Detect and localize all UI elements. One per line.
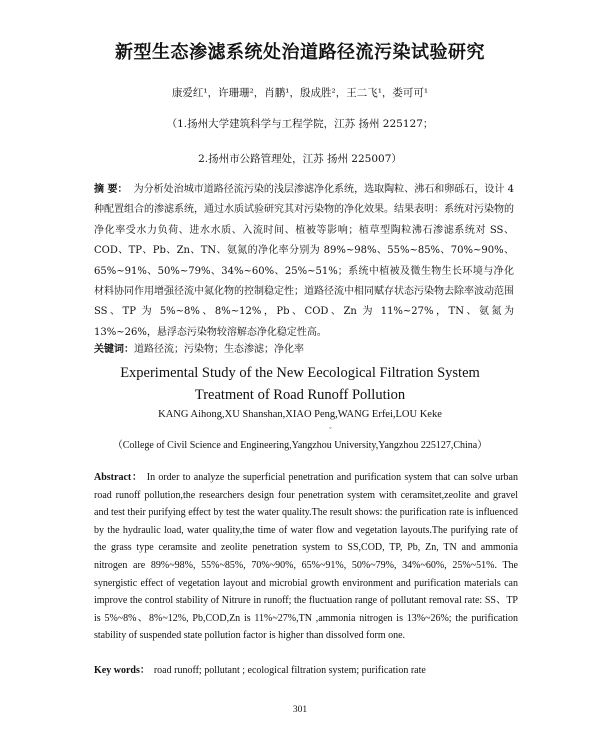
english-keywords-label: Key words： (94, 665, 150, 676)
chinese-abstract (94, 180, 514, 343)
english-abstract-text: In order to analyze the superficial penetration and purification system that can solve urban road runoff pollution,the researchers design four penetration system with ceramsitet,zeolite and gravel and test their purifying effect by test the water quality.The result shows: the purification rate is influenced by the hydraulic load, water quality,the time of water flow and vegetation layouts.The purifying rate of the grass type ceramsite and zeolite penetration system to SS,COD, TP, Pb, Zn, TN and ammonia nitrogen are 89%~98%, 55%~85%, 70%~90%, 65%~91%, 50%~79%, 34%~60%, 25%~51%. The synergistic effect of vegetation layout and microbial growth environment and purification materials can improve the control stability of Nitrure in runoff; the fluctuation range of pollutant removal rate: SS、TP is 5%~8%、8%~12%, Pb,COD,Zn is 11%~27%,TN ,ammonia nitrogen is 13%~26%; the purification stability of suspended state pollution factor is higher than dissolved form one. (94, 472, 518, 642)
english-title (0, 362, 600, 406)
english-title-line-2: Treatment of Road Runoff Pollution (194, 387, 406, 403)
chinese-keywords (94, 340, 514, 355)
english-abstract-label: Abstract： (94, 472, 143, 483)
chinese-affiliation-1: （1.扬州大学建筑科学与工程学院，江苏 扬州 225127； (166, 118, 434, 130)
chinese-abstract-label: 摘 要： (94, 184, 128, 195)
scan-mark: ˇ (329, 426, 332, 435)
chinese-authors: 康爱红¹，许珊珊²，肖鹏¹，殷成胜²，王二飞¹，娄可可¹ (171, 87, 429, 99)
page-number: 301 (292, 705, 308, 715)
chinese-keywords-label: 关键词： (94, 344, 134, 355)
english-keywords (94, 661, 518, 676)
english-abstract (94, 469, 518, 645)
english-title-line-1: Experimental Study of the New Eecological Filtration System (120, 365, 480, 381)
chinese-keywords-text: 道路径流；污染物；生态渗滤；净化率 (134, 344, 304, 355)
chinese-affiliation-2: 2.扬州市公路管理处，江苏 扬州 225007） (198, 153, 402, 165)
chinese-title: 新型生态渗滤系统处治道路径流污染试验研究 (115, 42, 485, 63)
chinese-abstract-text: 为分析处治城市道路径流污染的浅层渗滤净化系统，选取陶粒、沸石和卵砾石，设计 4 种配置组合的渗滤系统，通过水质试验研究其对污染物的净化效果。结果表明：系统对污染物的净化率受水力负荷、进水水质、入流时间、植被等影响；植草型陶粒沸石渗滤系统对 SS、COD、TP、Pb、Zn、TN、氨氮的净化率分别为 89%~98%、55%~85%、70%~90%、65%~91%、50%~79%、34%~60%、25%~51%；系统中植被及微生物生长环境与净化材料协同作用增强径流中氮化物的控制稳定性；道路径流中相同赋存状态污染物去除率波动范围 SS、TP 为 5%~8%、8%~12%，Pb、COD、Zn 为 11%~27%，TN、氨氮为 13%~26%，悬浮态污染物较溶解态净化稳定性高。 (94, 184, 514, 338)
english-authors: KANG Aihong,XU Shanshan,XIAO Peng,WANG Erfei,LOU Keke (158, 409, 442, 420)
english-keywords-text: road runoff; pollutant ; ecological filtration system; purification rate (153, 665, 426, 676)
english-affiliation: （College of Civil Science and Engineering,Yangzhou University,Yangzhou 225127,China） (112, 440, 488, 451)
